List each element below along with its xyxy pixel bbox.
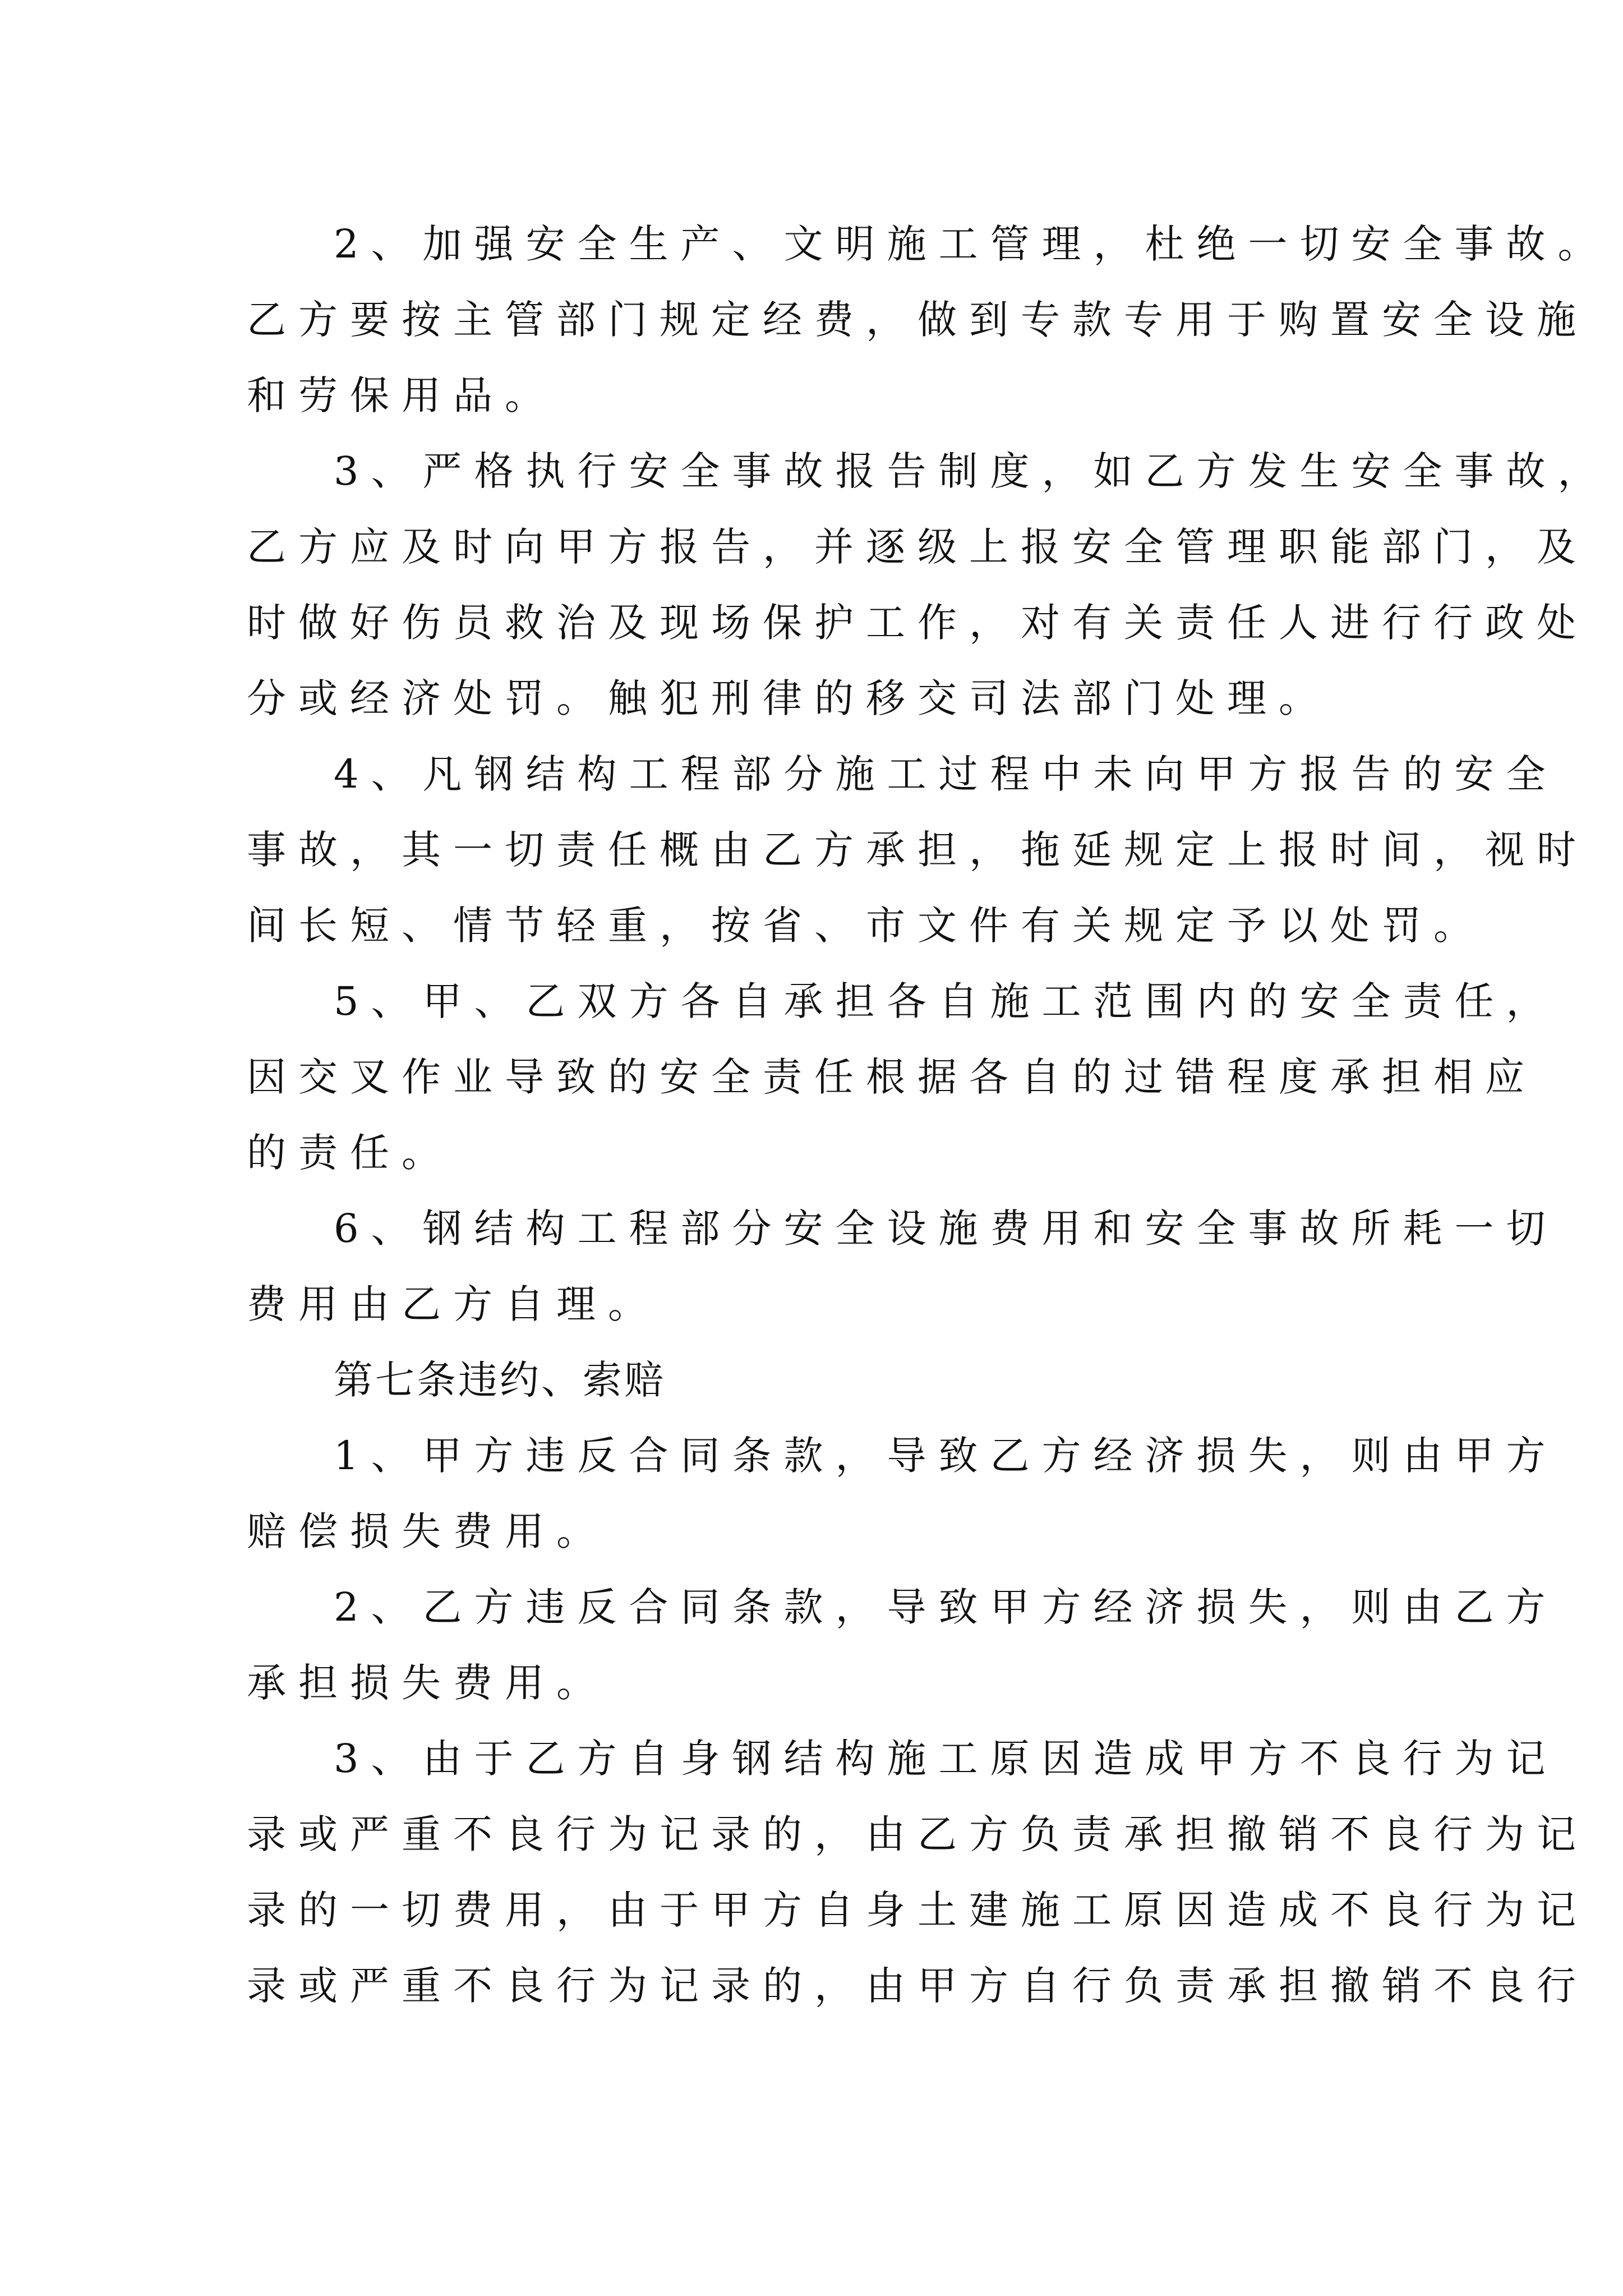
clause-3-line-3: 录的一切费用，由于甲方自身土建施工原因造成不良行为记: [247, 1887, 1588, 1933]
clause-2-line-1: 2、乙方违反合同条款，导致甲方经济损失，则由乙方: [334, 1584, 1558, 1630]
paragraph-3-line-3: 时做好伤员救治及现场保护工作，对有关责任人进行行政处: [247, 600, 1588, 646]
paragraph-5-line-1: 5、甲、乙双方各自承担各自施工范围内的安全责任，: [334, 978, 1558, 1024]
paragraph-6-line-1: 6、钢结构工程部分安全设施费用和安全事故所耗一切: [334, 1205, 1558, 1251]
clause-3-line-4: 录或严重不良行为记录的，由甲方自行负责承担撤销不良行: [247, 1963, 1588, 2009]
clause-1-line-2: 赔偿损失费用。: [247, 1508, 608, 1554]
paragraph-4-line-3: 间长短、情节轻重，按省、市文件有关规定予以处罚。: [247, 903, 1485, 949]
paragraph-2-line-1: 2、加强安全生产、文明施工管理，杜绝一切安全事故。: [334, 221, 1610, 267]
clause-2-line-2: 承担损失费用。: [247, 1660, 608, 1706]
paragraph-4-line-2: 事故，其一切责任概由乙方承担，拖延规定上报时间，视时: [247, 827, 1588, 873]
paragraph-2-line-3: 和劳保用品。: [247, 372, 556, 418]
paragraph-6-line-2: 费用由乙方自理。: [247, 1281, 660, 1327]
clause-1-line-1: 1、甲方违反合同条款，导致乙方经济损失，则由甲方: [334, 1433, 1558, 1479]
paragraph-3-line-4: 分或经济处罚。触犯刑律的移交司法部门处理。: [247, 675, 1330, 721]
paragraph-4-line-1: 4、凡钢结构工程部分施工过程中未向甲方报告的安全: [334, 751, 1558, 797]
paragraph-3-line-2: 乙方应及时向甲方报告，并逐级上报安全管理职能部门，及: [247, 524, 1588, 570]
paragraph-5-line-2: 因交叉作业导致的安全责任根据各自的过错程度承担相应: [247, 1054, 1537, 1100]
clause-3-line-2: 录或严重不良行为记录的，由乙方负责承担撤销不良行为记: [247, 1811, 1588, 1857]
section-heading: 第七条违约、索赔: [334, 1357, 666, 1403]
paragraph-2-line-2: 乙方要按主管部门规定经费，做到专款专用于购置安全设施: [247, 297, 1588, 343]
clause-3-line-1: 3、由于乙方自身钢结构施工原因造成甲方不良行为记: [334, 1736, 1558, 1782]
paragraph-5-line-3: 的责任。: [247, 1130, 453, 1176]
paragraph-3-line-1: 3、严格执行安全事故报告制度，如乙方发生安全事故，: [334, 448, 1610, 494]
